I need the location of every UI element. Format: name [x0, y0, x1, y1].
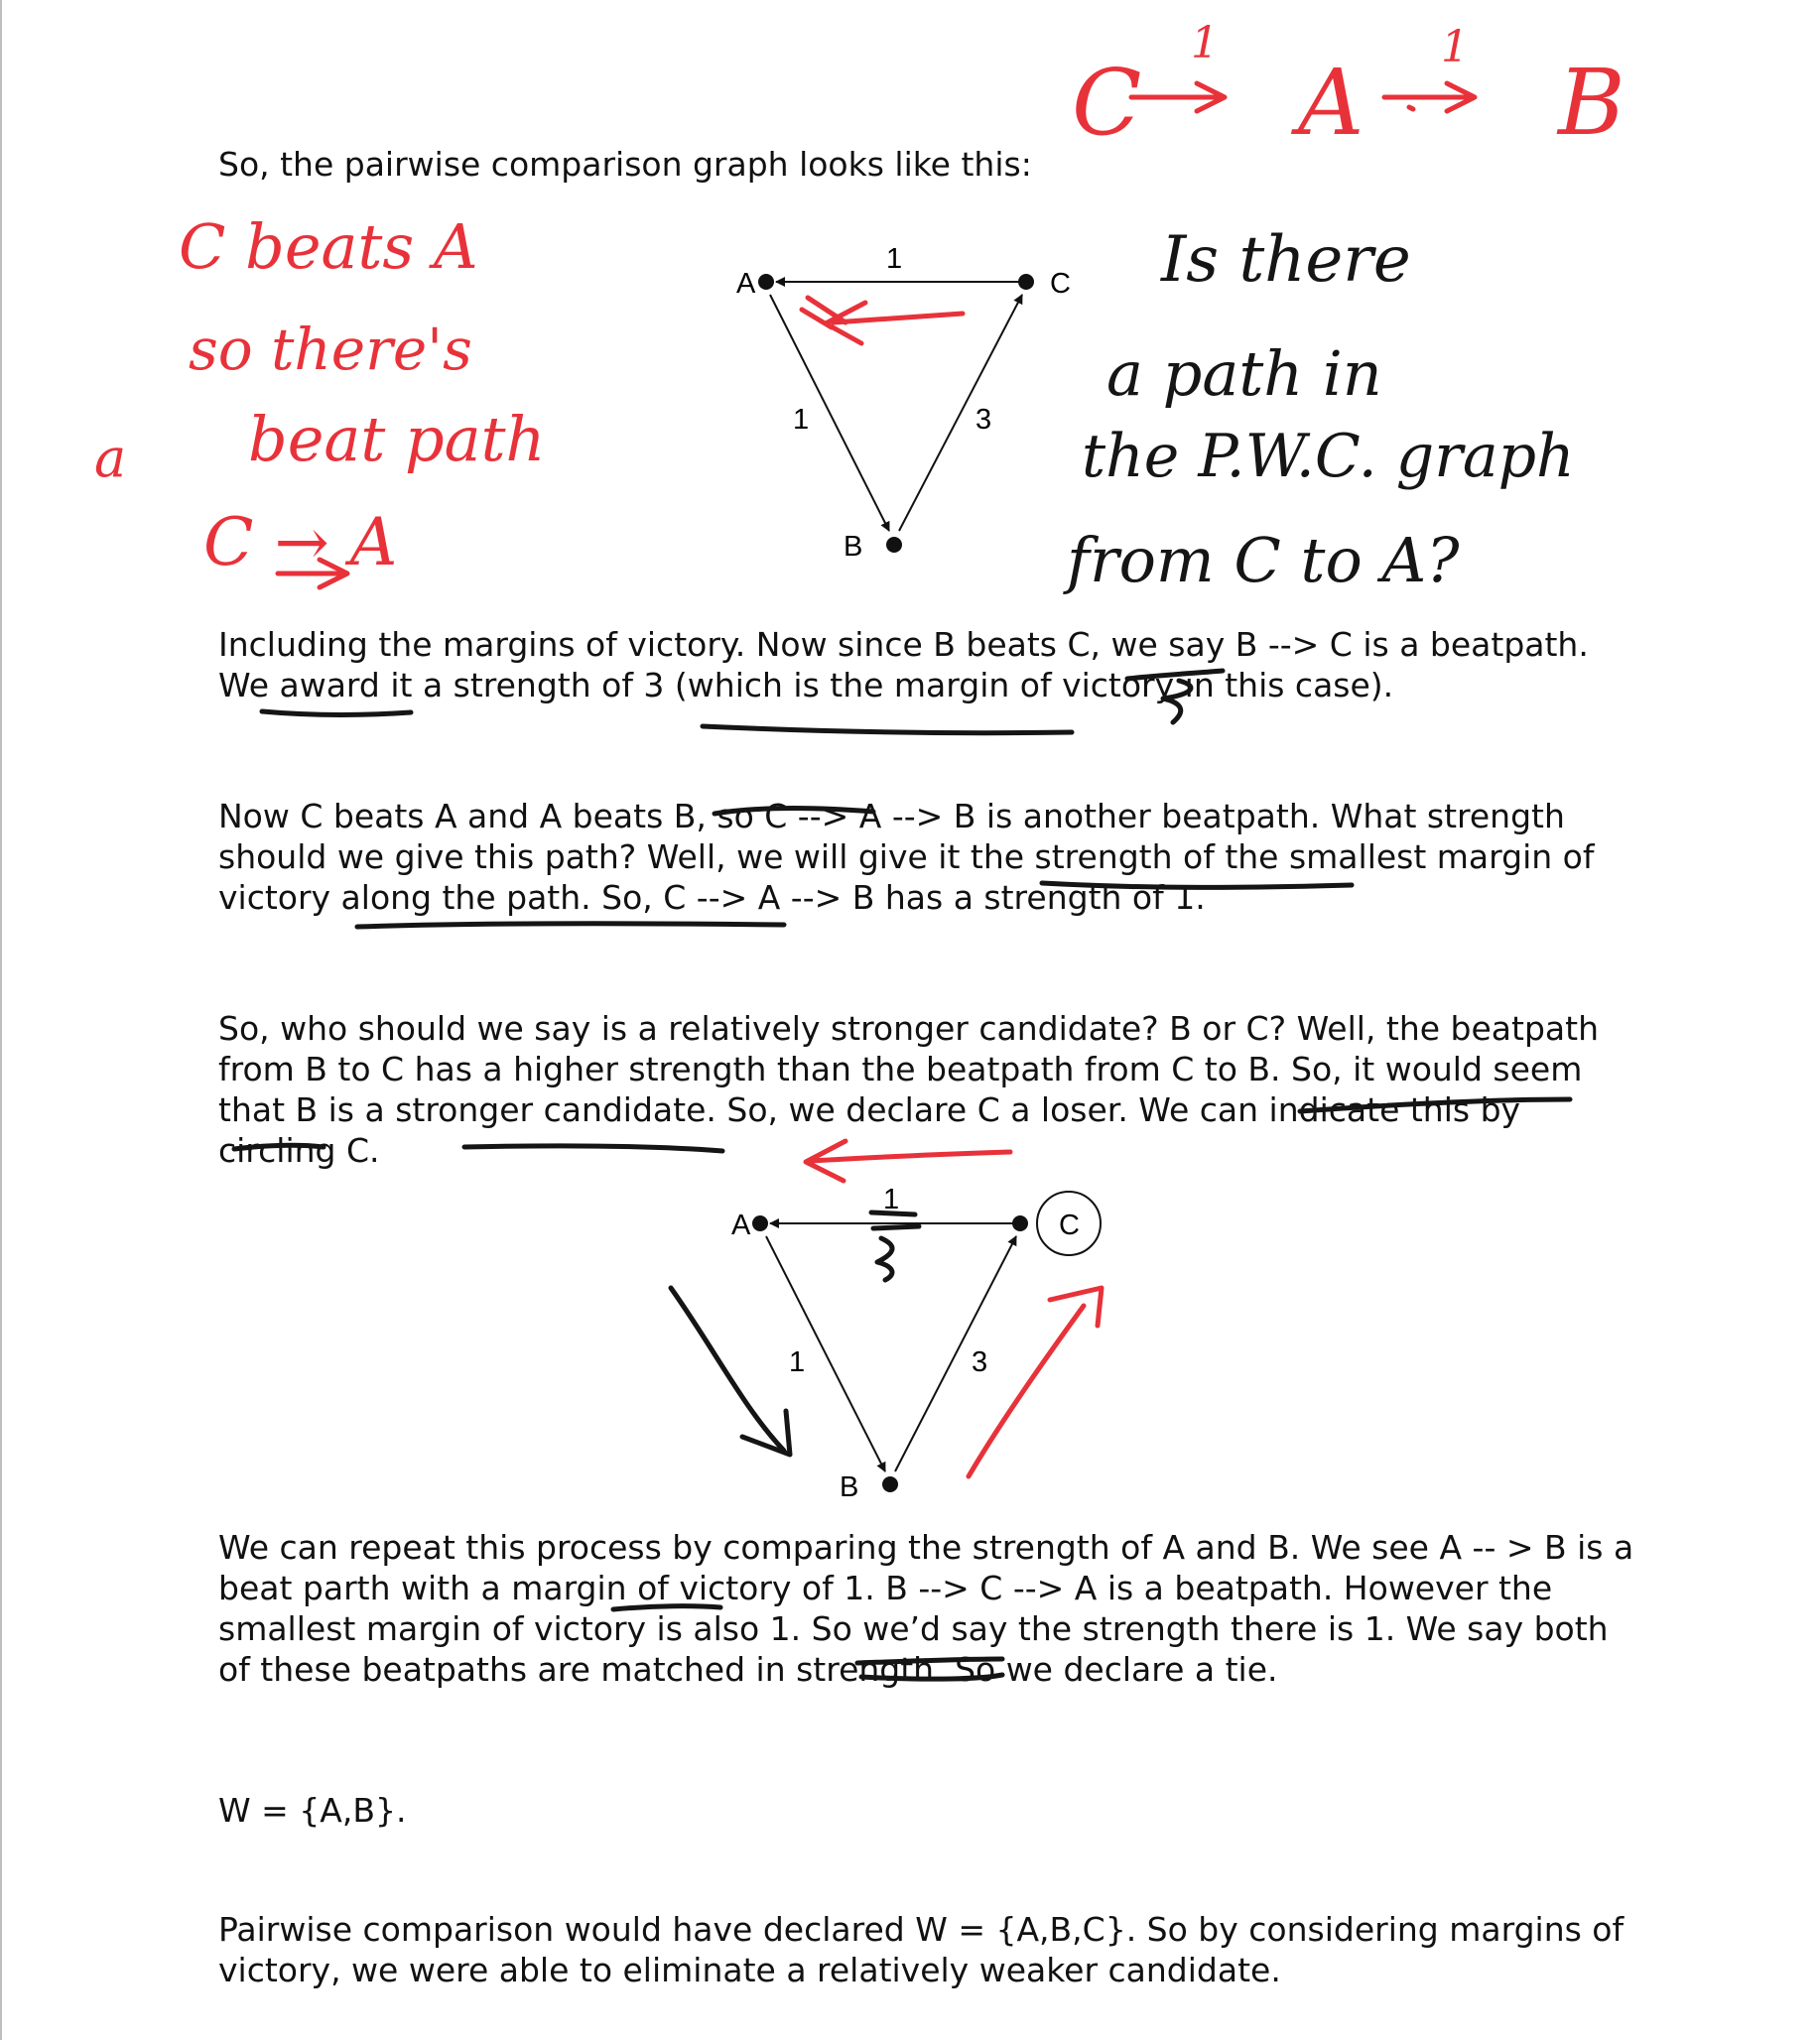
winner-set: W = {A,B}.	[218, 1791, 407, 1830]
underline-is-1	[861, 1675, 1002, 1679]
pen-dot	[1409, 107, 1413, 109]
handwritten-path-node-b: B	[1558, 50, 1625, 156]
edge-b-to-c	[899, 295, 1022, 531]
edge-a-to-b-weight: 1	[789, 1346, 806, 1378]
black-arrow-graph2	[671, 1288, 790, 1455]
underline-margin	[703, 726, 1072, 733]
node-a-dot	[752, 1215, 768, 1231]
handwritten-path-node-a: A	[1298, 50, 1365, 156]
node-b-dot	[886, 537, 902, 553]
intro-text: So, the pairwise comparison graph looks like this:	[218, 145, 1032, 184]
pairwise-graph-1	[736, 243, 1071, 563]
node-a-dot	[758, 274, 774, 290]
underline-of-1	[613, 1606, 720, 1609]
edge-c-to-a-weight: 1	[883, 1184, 900, 1215]
node-b-label: B	[844, 531, 863, 563]
node-c-dot	[1018, 274, 1034, 290]
handwritten-path-node-c: C	[1072, 50, 1142, 156]
handwritten-arrow-c-to-a	[1131, 83, 1225, 111]
underline-path-c-a	[715, 809, 873, 815]
edge-a-to-b	[770, 295, 889, 531]
edge-c-to-a-weight: 1	[886, 243, 903, 275]
handwritten-arrow-a-to-b	[1384, 83, 1475, 111]
edge-b-to-c	[895, 1236, 1016, 1471]
paragraph-tie: We can repeat this process by comparing the strength of A and B. We see A -- > B is a beat parth with a margin of victory of 1. B --> C --> A is a beatpath. However the smallest margin of victory is also 1. So we’d say the strength there is 1. We say both of these beatpaths are matched in strength. So we declare a tie.	[218, 1528, 1634, 1689]
node-a-label: A	[731, 1210, 751, 1241]
handwritten-margin-letter: a	[94, 427, 127, 489]
paragraph-beatpath-strength: Including the margins of victory. Now since B beats C, we say B --> C is a beatpath. We award it a strength of 3 (which is the margin of victory in this case).	[218, 625, 1589, 704]
underline-stronger	[1300, 1099, 1570, 1111]
red-pen-strokes	[278, 83, 1475, 1476]
red-arrow-graph2-right	[969, 1288, 1102, 1476]
node-c-label: C	[1059, 1210, 1080, 1241]
handwritten-path-label-1: 1	[1191, 18, 1219, 68]
node-c-label: C	[1050, 268, 1071, 300]
underline-strength	[262, 711, 411, 715]
handwritten-arrow-note	[278, 560, 347, 587]
handwritten-question-line-4: from C to A?	[1067, 524, 1460, 596]
black-pen-strokes	[234, 671, 1570, 1679]
underline-strength-there	[857, 1659, 1002, 1663]
underline-candidate	[234, 1145, 324, 1149]
underline-strength-of-1	[357, 924, 784, 927]
paragraph-path-strength: Now C beats A and A beats B, so C --> A --> B is another beatpath. What strength should we give this path? Well, we will give it the strength of the smallest margin of victory along the path. So, C --> A --> B has a strength of 1.	[218, 797, 1595, 917]
underline-declare	[464, 1146, 722, 1151]
edge-a-to-b	[766, 1236, 885, 1471]
handwritten-note-line-1: C beats A	[179, 210, 478, 283]
edge-a-to-b-weight: 1	[793, 404, 810, 436]
handwritten-note-line-2: so there's	[189, 316, 472, 383]
handwritten-note-line-3: beat path	[248, 403, 546, 475]
underline-smallest-margin	[1042, 883, 1352, 887]
handwritten-question-line-2: a path in	[1106, 337, 1382, 410]
handwritten-note-line-4: C → A	[203, 504, 398, 580]
node-a-label: A	[736, 268, 756, 300]
paragraph-conclusion: Pairwise comparison would have declared W = {A,B,C}. So by considering margins of victory, we were able to eliminate a relatively weaker candidate.	[218, 1910, 1625, 1989]
red-arrow-graph2-top	[806, 1141, 1010, 1181]
squiggle-mark-p1	[1127, 671, 1223, 722]
edge-b-to-c-weight: 3	[975, 404, 992, 436]
handwritten-question-line-3: the P.W.C. graph	[1082, 422, 1575, 491]
node-b-dot	[882, 1476, 898, 1492]
handwritten-path-label-2: 1	[1441, 22, 1469, 72]
edge-b-to-c-weight: 3	[972, 1346, 988, 1378]
node-b-label: B	[840, 1471, 859, 1503]
handwritten-question-line-1: Is there	[1161, 223, 1411, 297]
node-c-dot	[1012, 1215, 1028, 1231]
paragraph-stronger-candidate: So, who should we say is a relatively stronger candidate? B or C? Well, the beatpath from B to C has a higher strength than the beatpath from C to B. So, it would seem that B is a stronger candidate. So, we declare C a loser. We can indicate this by circling C.	[218, 1009, 1599, 1170]
